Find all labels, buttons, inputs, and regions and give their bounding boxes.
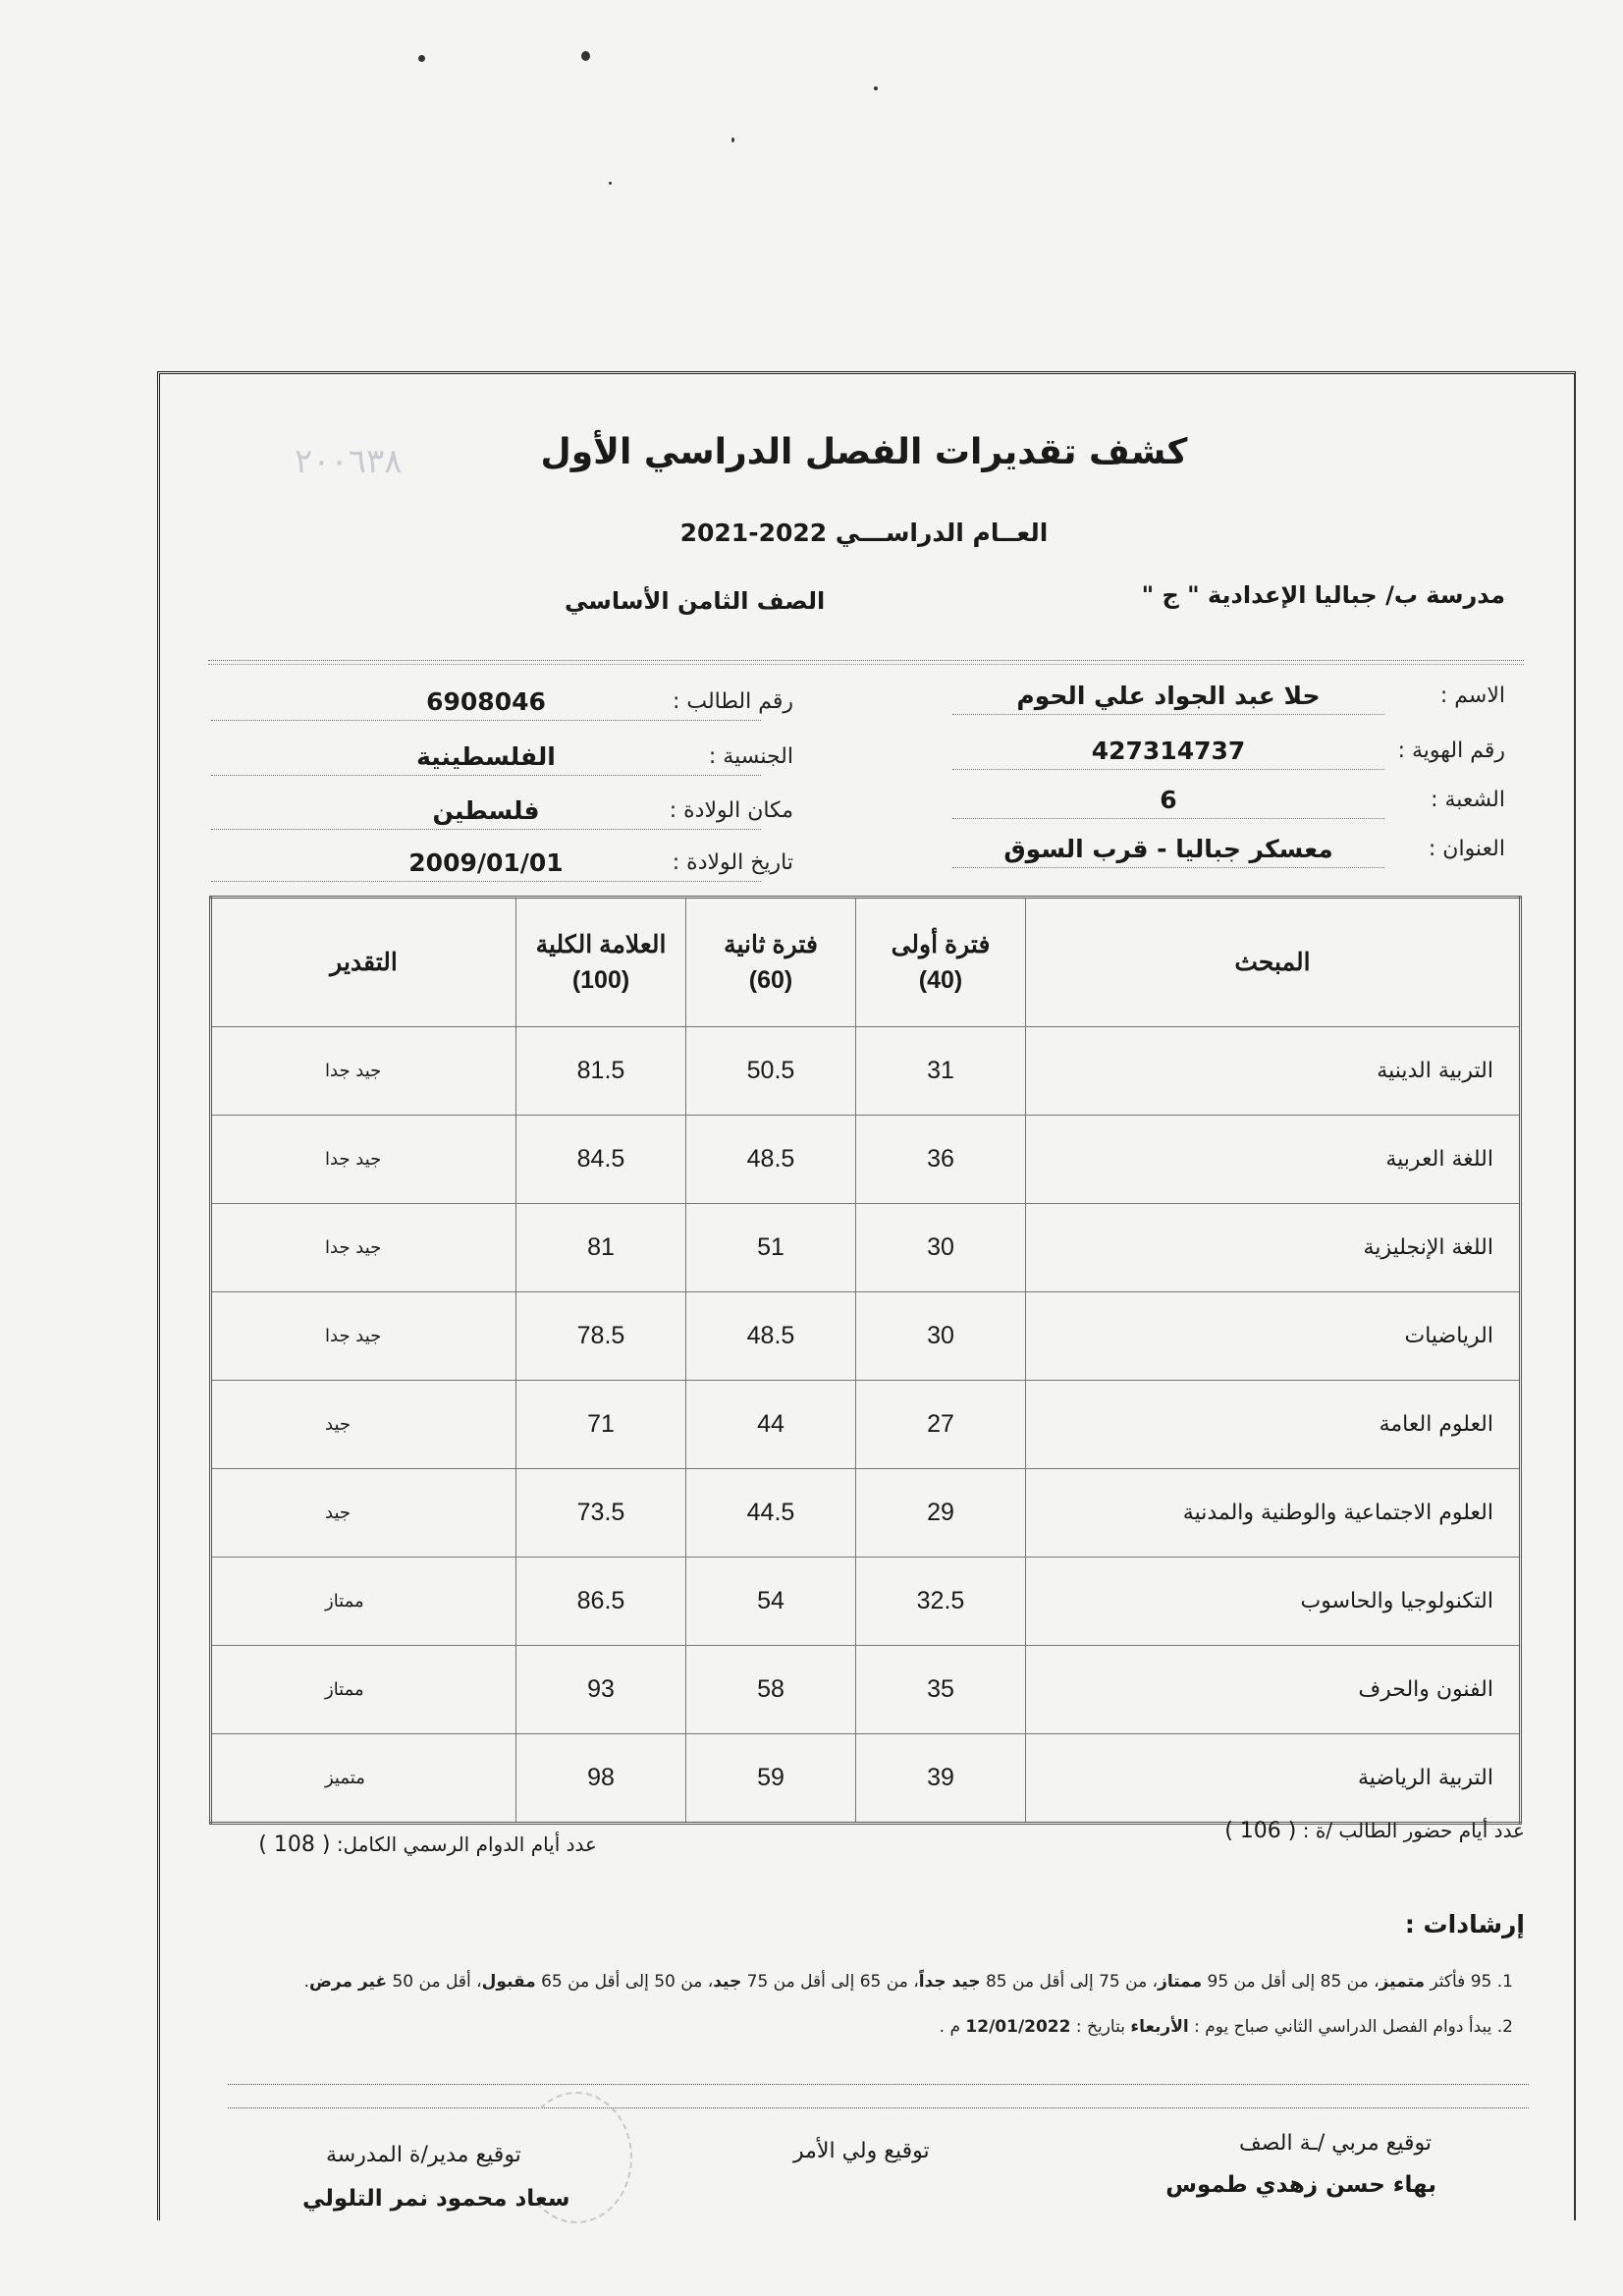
grades-table bbox=[209, 896, 1522, 1825]
term2-cell: 44.5 bbox=[686, 1469, 856, 1558]
total-cell: 84.5 bbox=[516, 1116, 686, 1204]
term2-header bbox=[686, 898, 856, 1027]
birthdate-label: تاريخ الولادة : bbox=[672, 850, 793, 875]
student-id: 427314737 bbox=[952, 737, 1384, 770]
subject-cell: الفنون والحرف bbox=[1026, 1646, 1521, 1734]
subject-cell: التكنولوجيا والحاسوب bbox=[1026, 1558, 1521, 1646]
total-header-label: العلامة الكلية bbox=[535, 931, 667, 958]
term1-cell: 39 bbox=[856, 1734, 1026, 1824]
guidance-term: ممتاز bbox=[1158, 1972, 1203, 1992]
header-separator bbox=[208, 660, 1524, 661]
term2-cell: 48.5 bbox=[686, 1292, 856, 1381]
guidance-text: م . bbox=[939, 2017, 966, 2037]
scan-speck bbox=[581, 51, 590, 61]
footer-separator bbox=[228, 2107, 1529, 2108]
guidance-text: 2. يبدأ دوام الفصل الدراسي الثاني صباح يوم : bbox=[1188, 2017, 1513, 2037]
birthplace-label: مكان الولادة : bbox=[669, 798, 793, 823]
attendance-official bbox=[258, 1832, 597, 1857]
grade-cell: ممتاز bbox=[211, 1646, 516, 1734]
student-number: 6908046 bbox=[211, 687, 761, 721]
class-grade: الصف الثامن الأساسي bbox=[565, 587, 826, 615]
guidance-text: ، من 75 إلى أقل من 85 bbox=[980, 1972, 1159, 1992]
school-name: مدرسة ب/ جباليا الإعدادية " ج " bbox=[1141, 581, 1505, 609]
name-label: الاسم : bbox=[1439, 683, 1505, 708]
term2-cell: 50.5 bbox=[686, 1027, 856, 1116]
total-cell: 78.5 bbox=[516, 1292, 686, 1381]
total-header bbox=[516, 898, 686, 1027]
term1-header-max: (40) bbox=[918, 966, 963, 994]
teacher-name: بهاء حسن زهدي طموس bbox=[1165, 2172, 1436, 2198]
guidance-line-1 bbox=[304, 1972, 1513, 1992]
address-label: العنوان : bbox=[1428, 837, 1505, 861]
term1-header-label: فترة أولى bbox=[891, 931, 991, 958]
table-row bbox=[211, 1204, 1521, 1292]
table-header-row bbox=[211, 898, 1521, 1027]
term1-cell: 30 bbox=[856, 1292, 1026, 1381]
term1-cell: 30 bbox=[856, 1204, 1026, 1292]
table-row bbox=[211, 1381, 1521, 1469]
scan-speck bbox=[418, 55, 425, 62]
subject-cell: العلوم الاجتماعية والوطنية والمدنية bbox=[1026, 1469, 1521, 1558]
total-cell: 81.5 bbox=[516, 1027, 686, 1116]
term2-cell: 48.5 bbox=[686, 1116, 856, 1204]
term2-cell: 54 bbox=[686, 1558, 856, 1646]
student-address: معسكر جباليا - قرب السوق bbox=[952, 835, 1384, 868]
term1-cell: 32.5 bbox=[856, 1558, 1026, 1646]
header-separator bbox=[208, 664, 1524, 665]
table-row bbox=[211, 1027, 1521, 1116]
guidance-text: ، من 85 إلى أقل من 95 bbox=[1202, 1972, 1380, 1992]
term1-header bbox=[856, 898, 1026, 1027]
guidance-heading: إرشادات : bbox=[1404, 1910, 1525, 1939]
student-no-label: رقم الطالب : bbox=[672, 689, 793, 714]
grade-header: التقدير bbox=[211, 898, 516, 1027]
guidance-text: 1. 95 فأكثر bbox=[1425, 1972, 1513, 1992]
guidance-term: متميز bbox=[1379, 1972, 1425, 1992]
scan-speck bbox=[874, 86, 878, 90]
term1-cell: 31 bbox=[856, 1027, 1026, 1116]
guidance-text: ، من 65 إلى أقل من 75 bbox=[741, 1972, 919, 1992]
term2-cell: 58 bbox=[686, 1646, 856, 1734]
grade-cell: جيد جدا bbox=[211, 1292, 516, 1381]
grade-cell: جيد bbox=[211, 1381, 516, 1469]
student-birthdate: 2009/01/01 bbox=[211, 848, 761, 882]
attendance-present-label: عدد أيام حضور الطالب /ة : bbox=[1302, 1819, 1525, 1842]
attendance-present-value: ( 106 ) bbox=[1224, 1819, 1297, 1843]
term1-cell: 36 bbox=[856, 1116, 1026, 1204]
guidance-term: جيد bbox=[713, 1972, 742, 1992]
student-birthplace: فلسطين bbox=[211, 796, 761, 830]
total-header-max: (100) bbox=[571, 966, 630, 994]
guidance-line-2 bbox=[940, 2017, 1513, 2037]
guidance-term: مقبول bbox=[481, 1972, 536, 1992]
term1-cell: 27 bbox=[856, 1381, 1026, 1469]
table-row bbox=[211, 1469, 1521, 1558]
guidance-term: جيد جداً bbox=[918, 1972, 981, 1992]
guidance-term: الأربعاء bbox=[1130, 2017, 1189, 2037]
footer-separator bbox=[228, 2084, 1529, 2085]
table-row bbox=[211, 1292, 1521, 1381]
guidance-date: 12/01/2022 bbox=[965, 2017, 1071, 2037]
subject-cell: التربية الدينية bbox=[1026, 1027, 1521, 1116]
total-cell: 93 bbox=[516, 1646, 686, 1734]
academic-year bbox=[157, 519, 1571, 547]
student-name: حلا عبد الجواد علي الحوم bbox=[952, 682, 1384, 715]
academic-year-value: 2022-2021 bbox=[679, 519, 828, 547]
table-row bbox=[211, 1558, 1521, 1646]
table-row bbox=[211, 1116, 1521, 1204]
teacher-signature-label: توقيع مربي /ـة الصف bbox=[1238, 2131, 1432, 2156]
guidance-text: بتاريخ : bbox=[1070, 2017, 1131, 2037]
guidance-text: ، أقل من 50 bbox=[387, 1972, 482, 1992]
total-cell: 73.5 bbox=[516, 1469, 686, 1558]
scan-speck bbox=[731, 137, 734, 142]
handwritten-note: ٢٠٠٦٣٨ bbox=[295, 442, 403, 481]
scan-speck bbox=[609, 182, 612, 185]
term1-cell: 35 bbox=[856, 1646, 1026, 1734]
guidance-term: غير مرض bbox=[309, 1972, 388, 1992]
total-cell: 98 bbox=[516, 1734, 686, 1824]
principal-signature-label: توقيع مدير/ة المدرسة bbox=[326, 2143, 521, 2167]
guidance-text: . bbox=[303, 1972, 310, 1992]
term1-cell: 29 bbox=[856, 1469, 1026, 1558]
table-row bbox=[211, 1646, 1521, 1734]
total-cell: 81 bbox=[516, 1204, 686, 1292]
attendance-official-value: ( 108 ) bbox=[258, 1832, 331, 1857]
document-title: كشف تقديرات الفصل الدراسي الأول bbox=[540, 432, 1188, 472]
term2-cell: 51 bbox=[686, 1204, 856, 1292]
grade-cell: جيد جدا bbox=[211, 1204, 516, 1292]
term2-cell: 59 bbox=[686, 1734, 856, 1824]
term2-cell: 44 bbox=[686, 1381, 856, 1469]
grade-cell: ممتاز bbox=[211, 1558, 516, 1646]
subject-cell: اللغة الإنجليزية bbox=[1026, 1204, 1521, 1292]
term2-header-max: (60) bbox=[748, 966, 793, 994]
student-section: 6 bbox=[952, 786, 1384, 819]
table-row bbox=[211, 1734, 1521, 1824]
total-cell: 86.5 bbox=[516, 1558, 686, 1646]
grade-cell: متميز bbox=[211, 1734, 516, 1824]
nationality-label: الجنسية : bbox=[708, 744, 793, 769]
section-label: الشعبة : bbox=[1431, 788, 1505, 812]
grade-cell: جيد جدا bbox=[211, 1116, 516, 1204]
principal-name: سعاد محمود نمر التلولي bbox=[302, 2186, 570, 2212]
subject-cell: اللغة العربية bbox=[1026, 1116, 1521, 1204]
parent-signature-label: توقيع ولي الأمر bbox=[793, 2139, 930, 2163]
student-nationality: الفلسطينية bbox=[211, 742, 761, 776]
subject-cell: العلوم العامة bbox=[1026, 1381, 1521, 1469]
grade-cell: جيد bbox=[211, 1469, 516, 1558]
subject-cell: الرياضيات bbox=[1026, 1292, 1521, 1381]
attendance-official-label: عدد أيام الدوام الرسمي الكامل: bbox=[336, 1832, 597, 1856]
grade-cell: جيد جدا bbox=[211, 1027, 516, 1116]
guidance-text: ، من 50 إلى أقل من 65 bbox=[535, 1972, 714, 1992]
academic-year-label: العــام الدراســـي bbox=[835, 519, 1049, 547]
term2-header-label: فترة ثانية bbox=[724, 931, 818, 958]
subject-cell: التربية الرياضية bbox=[1026, 1734, 1521, 1824]
id-label: رقم الهوية : bbox=[1397, 738, 1505, 763]
subject-header: المبحث bbox=[1026, 898, 1521, 1027]
attendance-present bbox=[1224, 1819, 1525, 1843]
total-cell: 71 bbox=[516, 1381, 686, 1469]
